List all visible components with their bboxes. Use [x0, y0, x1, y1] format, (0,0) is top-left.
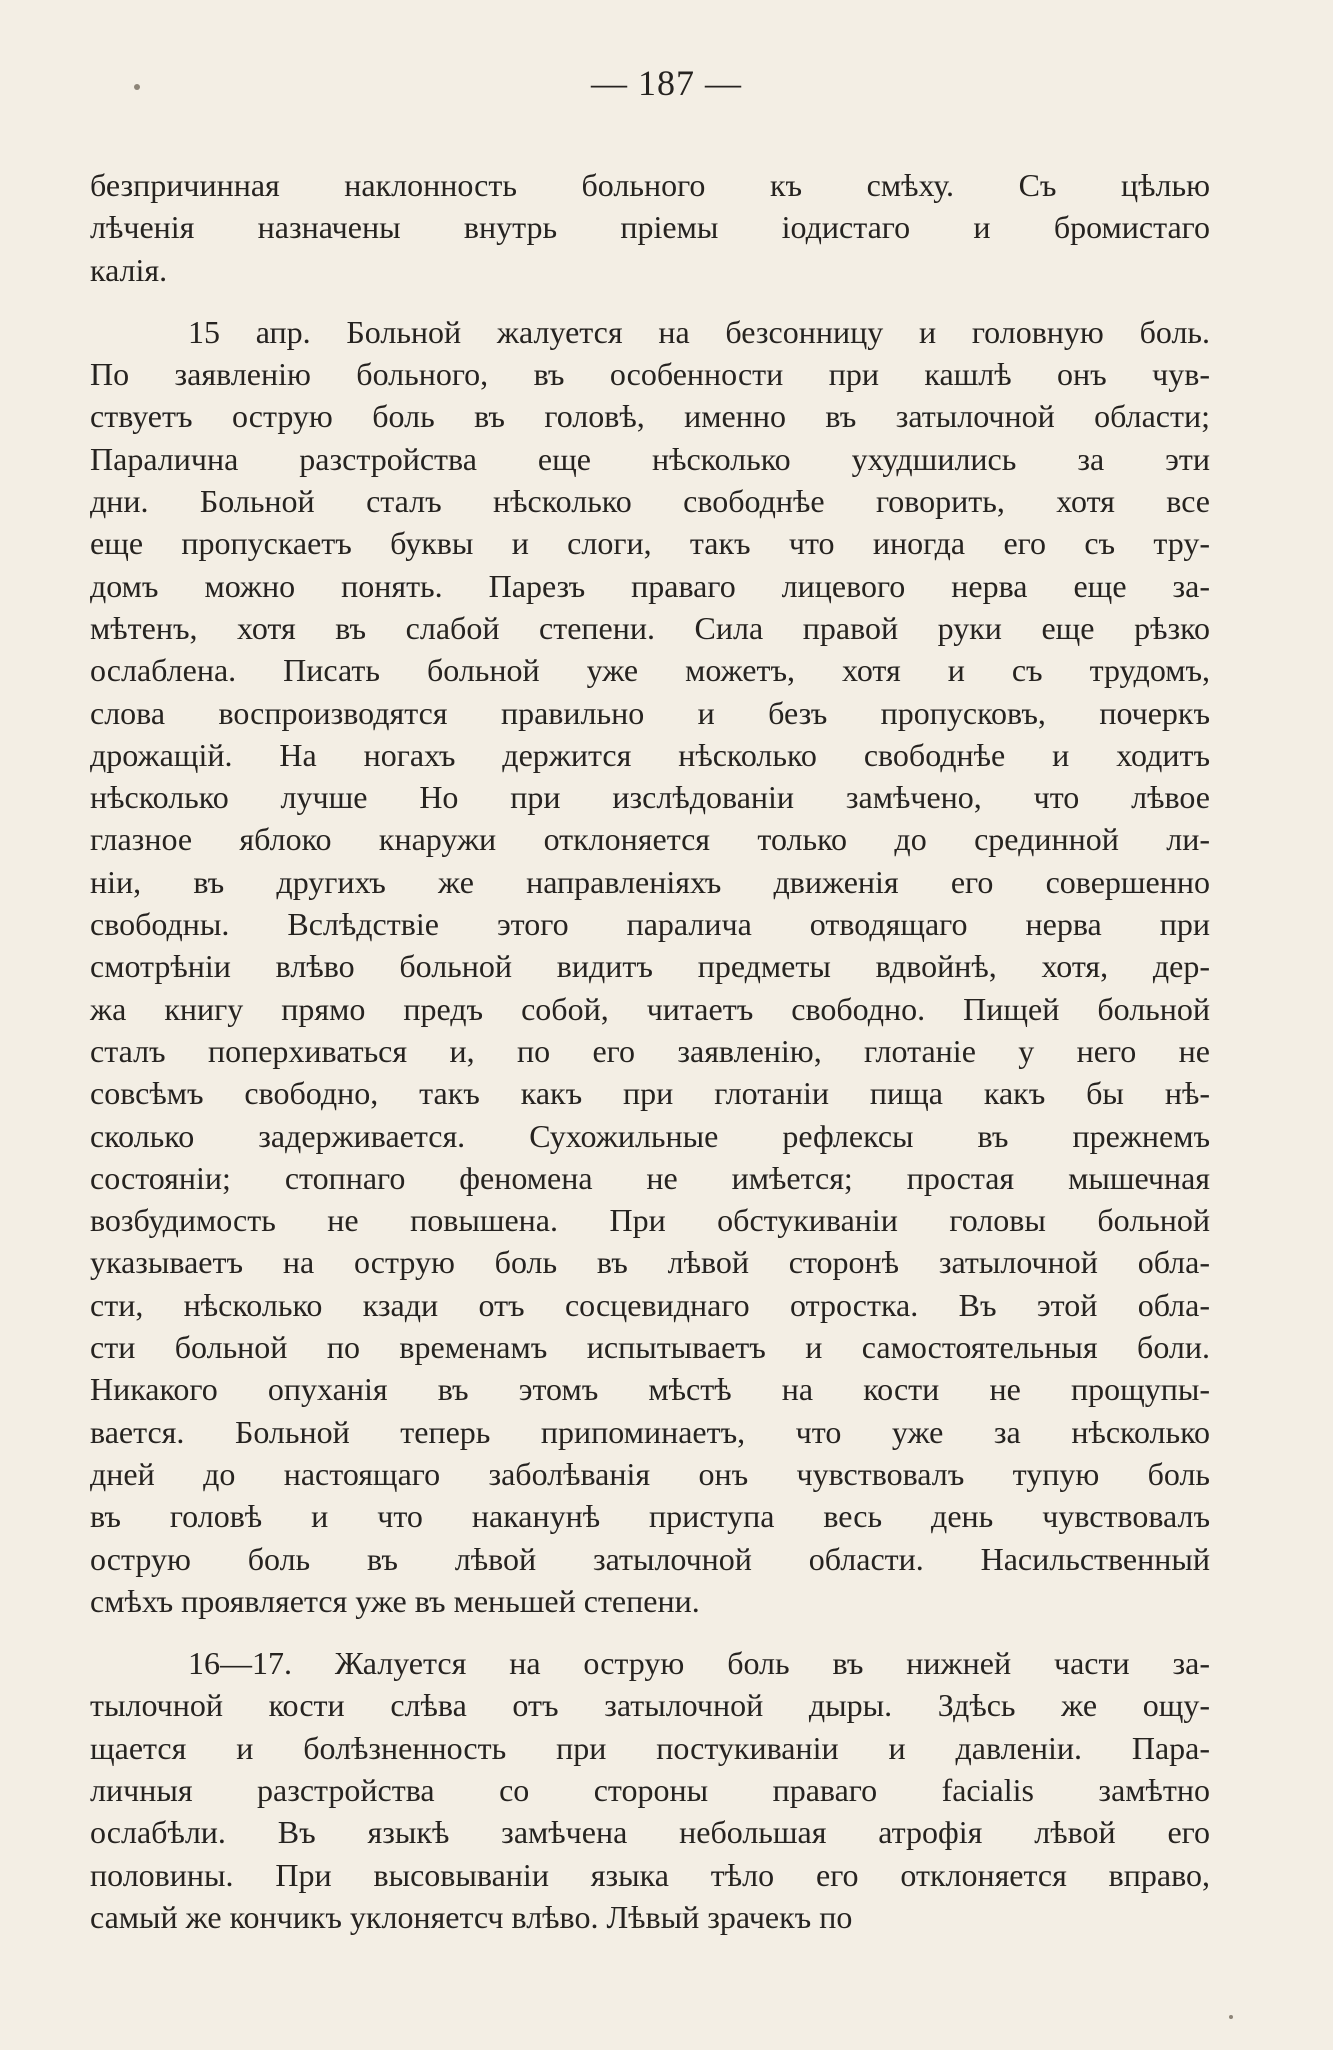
text-line: половины. При высовываніи языка тѣло его отклоняется вправо,: [90, 1856, 1210, 1893]
text-line: ослабѣли. Въ языкѣ замѣчена небольшая атрофія лѣвой его: [90, 1814, 1210, 1851]
text-line: состояніи; стопнаго феномена не имѣется; простая мышечная: [90, 1159, 1210, 1196]
print-speck: [1229, 2015, 1233, 2019]
text-line: тылочной кости слѣва отъ затылочной дыры. Здѣсь же ощу-: [90, 1687, 1210, 1724]
paragraph-gap: [90, 291, 1210, 311]
text-line: сколько задерживается. Сухожильные рефлексы въ прежнемъ: [90, 1117, 1210, 1154]
paragraph: [90, 164, 1210, 291]
text-line: 16—17. Жалуется на острую боль въ нижней части за-: [188, 1645, 1210, 1682]
text-line: щается и болѣзненность при постукиваніи и давленіи. Пара-: [90, 1729, 1210, 1766]
text-line: мѣтенъ, хотя въ слабой степени. Сила правой руки еще рѣзко: [90, 609, 1210, 646]
text-line: смѣхъ проявляется уже въ меньшей степени.: [90, 1582, 700, 1619]
text-line: сти, нѣсколько кзади отъ сосцевиднаго отростка. Въ этой обла-: [90, 1286, 1210, 1323]
text-line: Паралична разстройства еще нѣсколько ухудшились за эти: [90, 440, 1210, 477]
text-line: нѣсколько лучше Но при изслѣдованіи замѣчено, что лѣвое: [90, 779, 1210, 816]
text-line: домъ можно понять. Парезъ праваго лицевого нерва еще за-: [90, 567, 1210, 604]
text-line: ніи, въ другихъ же направленіяхъ движенія его совершенно: [90, 863, 1210, 900]
text-line: острую боль въ лѣвой затылочной области. Насильственный: [90, 1540, 1210, 1577]
text-line: дрожащій. На ногахъ держится нѣсколько свободнѣе и ходитъ: [90, 736, 1210, 773]
body-text: [90, 164, 1210, 1938]
text-line: сталъ поперхиваться и, по его заявленію, глотаніе у него не: [90, 1032, 1210, 1069]
text-line: смотрѣніи влѣво больной видитъ предметы вдвойнѣ, хотя, дер-: [90, 948, 1210, 985]
text-line: самый же кончикъ уклоняетсч влѣво. Лѣвый зрачекъ по: [90, 1898, 853, 1935]
text-line: личныя разстройства со стороны праваго facialis замѣтно: [90, 1771, 1210, 1808]
text-line: свободны. Вслѣдствіе этого паралича отводящаго нерва при: [90, 906, 1210, 943]
text-line: По заявленію больного, въ особенности при кашлѣ онъ чув-: [90, 356, 1210, 393]
page-number: — 187 —: [591, 63, 742, 103]
text-line: 15 апр. Больной жалуется на безсонницу и головную боль.: [188, 313, 1210, 350]
text-line: дни. Больной сталъ нѣсколько свободнѣе говорить, хотя все: [90, 483, 1210, 520]
text-line: совсѣмъ свободно, такъ какъ при глотаніи пища какъ бы нѣ-: [90, 1075, 1210, 1112]
text-line: указываетъ на острую боль въ лѣвой сторонѣ затылочной обла-: [90, 1244, 1210, 1281]
text-line: возбудимость не повышена. При обстукиваніи головы больной: [90, 1202, 1210, 1239]
paragraph: [90, 1642, 1210, 1938]
text-line: въ головѣ и что наканунѣ приступа весь день чувствовалъ: [90, 1498, 1210, 1535]
paragraph-gap: [90, 1622, 1210, 1642]
text-line: безпричинная наклонность больного къ смѣху. Съ цѣлью: [90, 167, 1210, 203]
text-line: глазное яблоко кнаружи отклоняется только до срединной ли-: [90, 821, 1210, 858]
print-speck: [134, 84, 140, 90]
text-line: сти больной по временамъ испытываетъ и самостоятельныя боли.: [90, 1329, 1210, 1366]
text-line: лѣченія назначены внутрь пріемы іодистаго и бромистаго: [90, 209, 1210, 246]
text-line: дней до настоящаго заболѣванія онъ чувствовалъ тупую боль: [90, 1455, 1210, 1492]
paragraph: [90, 311, 1210, 1622]
text-line: ослаблена. Писать больной уже можетъ, хотя и съ трудомъ,: [90, 652, 1210, 689]
text-line: ствуетъ острую боль въ головѣ, именно въ затылочной области;: [90, 398, 1210, 435]
text-line: жа книгу прямо предъ собой, читаетъ свободно. Пищей больной: [90, 990, 1210, 1027]
text-line: Никакого опуханія въ этомъ мѣстѣ на кости не прощупы-: [90, 1371, 1210, 1408]
text-line: слова воспроизводятся правильно и безъ пропусковъ, почеркъ: [90, 694, 1210, 731]
text-line: вается. Больной теперь припоминаетъ, что уже за нѣсколько: [90, 1413, 1210, 1450]
text-line: калія.: [90, 251, 168, 288]
text-line: еще пропускаетъ буквы и слоги, такъ что иногда его съ тру-: [90, 525, 1210, 562]
